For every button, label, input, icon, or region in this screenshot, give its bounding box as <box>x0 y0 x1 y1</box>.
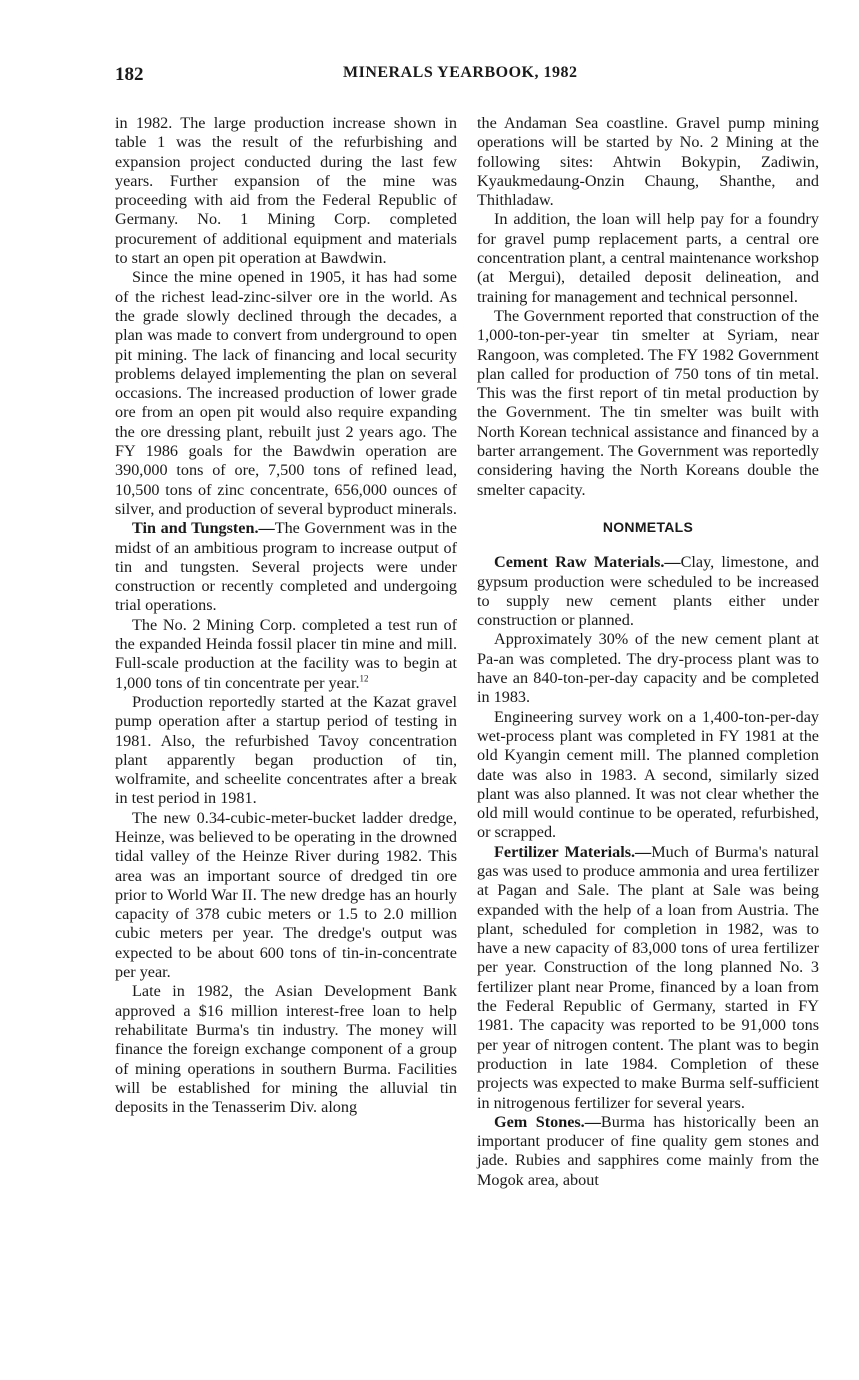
paragraph-text: Clay, limestone, and gypsum production were scheduled to be increased to supply new cement plants either under construction or planned. <box>477 553 819 630</box>
paragraph: The new 0.34-cubic-meter-bucket ladder dredge, Heinze, was believed to be operating in the drowned tidal valley of the Heinze River during 1982. This area was an important source of dredged tin ore prior to World War II. The new dredge has an hourly capacity of 378 cubic meters or 1.5 to 2.0 million cubic meters per year. The dredge's output was expected to be about 600 tons of tin-in-concentrate per year. <box>115 808 457 982</box>
right-column <box>477 114 819 1190</box>
paragraph: In addition, the loan will help pay for a foundry for gravel pump replacement parts, a central ore concentration plant, a central maintenance workshop (at Mergui), detailed deposit delineation, and training for management and technical personnel. <box>477 210 819 306</box>
paragraph: the Andaman Sea coastline. Gravel pump mining operations will be started by No. 2 Mining at the following sites: Ahtwin Bokypin, Zadiwin, Kyaukmedaung-Onzin Chaung, Shanthe, and Thithladaw. <box>477 114 819 210</box>
paragraph-text: The Government was in the midst of an ambitious program to increase output of tin and tungsten. Several projects were under construction or recently completed and undergoing trial operations. <box>115 519 457 615</box>
paragraph: The Government reported that construction of the 1,000-ton-per-year tin smelter at Syriam, near Rangoon, was completed. The FY 1982 Government plan called for production of 750 tons of tin metal. This was the first report of tin metal production by the Government. The tin smelter was built with North Korean technical assistance and financed by a barter arrangement. The Government was reportedly considering having the North Koreans double the smelter capacity. <box>477 306 819 499</box>
paragraph-text: Burma has historically been an important producer of fine quality gem stones and jade. Rubies and sapphires come mainly from the Mogok area, about <box>477 1112 819 1189</box>
section-heading: NONMETALS <box>602 518 694 535</box>
paragraph: Late in 1982, the Asian Development Bank approved a $16 million interest-free loan to help rehabilitate Burma's tin industry. The money will finance the foreign exchange component of a group of mining operations in southern Burma. Facilities will be established for mining the alluvial tin deposits in the Tenasserim Div. along <box>115 982 457 1117</box>
paragraph-tin-tungsten <box>115 519 457 615</box>
page-header <box>115 64 825 88</box>
run-in-heading: Tin and Tungsten.— <box>132 519 275 538</box>
run-in-heading: Cement Raw Materials.— <box>494 553 681 572</box>
paragraph: Engineering survey work on a 1,400-ton-per-day wet-process plant was completed in FY 1981 at the old Kyangin cement mill. The planned completion date was also in 1983. A second, similarly sized plant was also planned. It was not clear whether the old mill would continue to be operated, refurbished, or scrapped. <box>477 707 819 842</box>
left-column <box>115 114 457 1117</box>
paragraph: Production reportedly started at the Kazat gravel pump operation after a startup period of testing in 1981. Also, the refurbished Tavoy concentration plant apparently began production of tin, wolframite, and scheelite concentrates after a break in test period in 1981. <box>115 692 457 808</box>
footnote-ref: 12 <box>359 673 369 684</box>
paragraph-gem-stones <box>477 1113 819 1190</box>
running-title: MINERALS YEARBOOK, 1982 <box>343 64 578 81</box>
paragraph: Approximately 30% of the new cement plant at Pa-an was completed. The dry-process plant was to have an 840-ton-per-day capacity and be completed in 1983. <box>477 630 819 707</box>
paragraph: in 1982. The large production increase shown in table 1 was the result of the refurbishing and expansion project conducted during the last few years. Further expansion of the mine was proceeding with aid from the Federal Republic of Germany. No. 1 Mining Corp. completed procurement of additional equipment and materials to start an open pit operation at Bawdwin. <box>115 114 457 268</box>
paragraph-text: Much of Burma's natural gas was used to produce ammonia and urea fertilizer at Pagan and Sale. The plant at Sale was being expanded with the help of a loan from Austria. The plant, scheduled for completion in 1982, was to have a new capacity of 83,000 tons of urea fertilizer per year. Construction of the long planned No. 3 fertilizer plant near Prome, financed by a loan from the Federal Republic of Germany, started in FY 1981. The capacity was reported to be 91,000 tons per year of nitrogen content. The plant was to begin production in late 1984. Completion of these projects was expected to make Burma self-sufficient in nitrogenous fertilizer for several years. <box>477 842 819 1112</box>
paragraph-fertilizer <box>477 843 819 1113</box>
page-number: 182 <box>115 64 144 85</box>
paragraph-text: The No. 2 Mining Corp. completed a test run of the expanded Heinda fossil placer tin mine and mill. Full-scale production at the facility was to begin at 1,000 tons of tin concentrate per year. <box>115 615 457 692</box>
paragraph <box>115 616 457 693</box>
paragraph-cement <box>477 553 819 630</box>
run-in-heading: Fertilizer Materials.— <box>494 842 652 861</box>
paragraph: Since the mine opened in 1905, it has had some of the richest lead-zinc-silver ore in the world. As the grade slowly declined through the decades, a plan was made to convert from underground to open pit mining. The lack of financing and local security problems delayed implementing the plan on several occasions. The increased production of lower grade ore from an open pit would also require expanding the ore dressing plant, rebuilt just 2 years ago. The FY 1986 goals for the Bawdwin operation are 390,000 tons of ore, 7,500 tons of refined lead, 10,500 tons of zinc concentrate, 656,000 ounces of silver, and production of several byproduct minerals. <box>115 268 457 518</box>
run-in-heading: Gem Stones.— <box>494 1112 601 1131</box>
